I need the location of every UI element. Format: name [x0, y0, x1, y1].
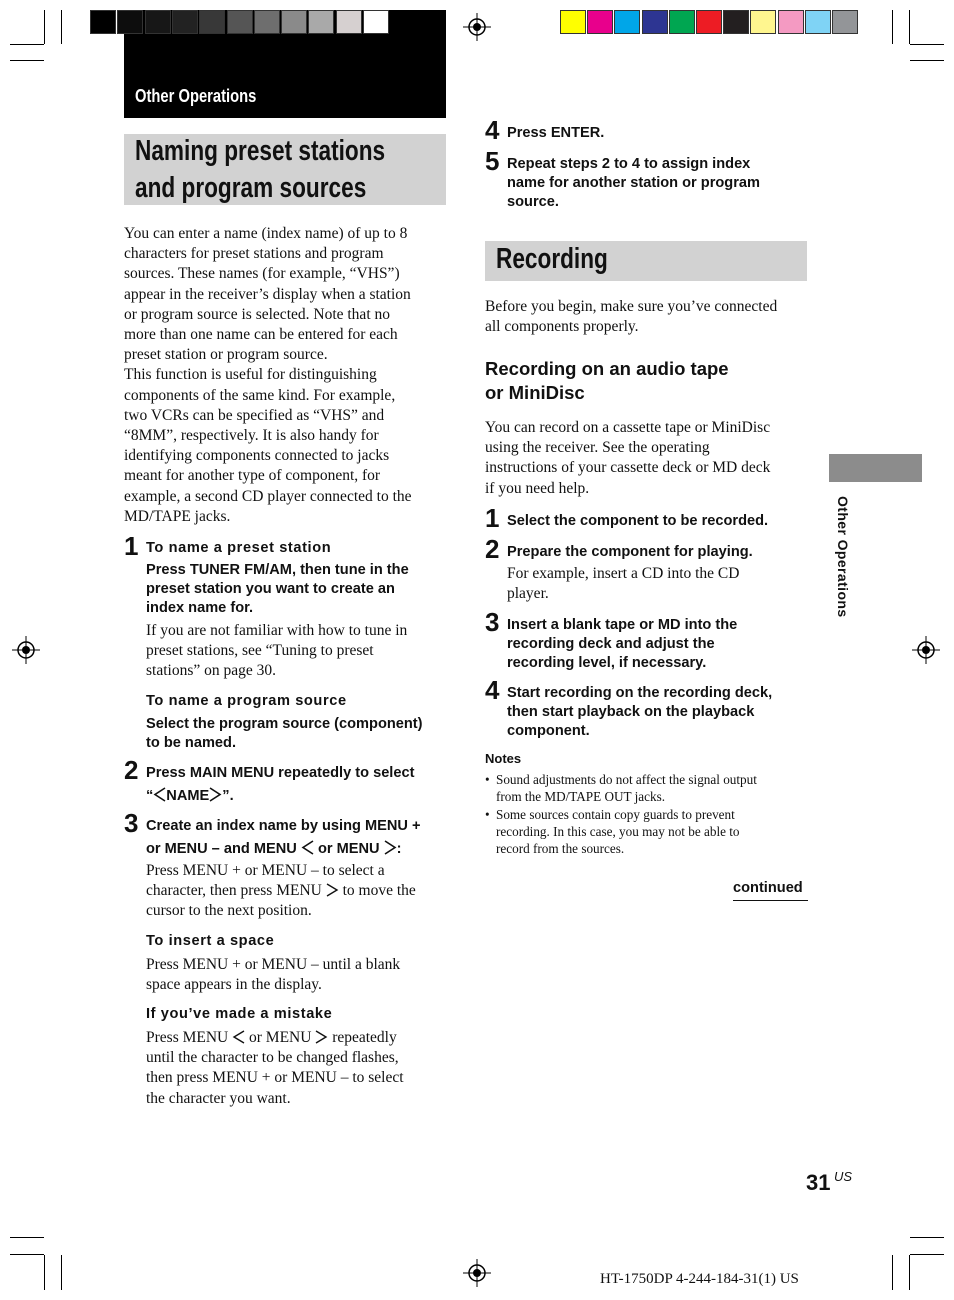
step-body: Press MENU + or MENU – to select a character, then press MENU to move the cursor to the next position.: [146, 862, 416, 920]
registration-mark-icon: [463, 1259, 491, 1287]
registration-mark-icon: [912, 636, 940, 664]
note-item: • Sound adjustments do not affect the signal output from the MD/TAPE OUT jacks. • Some sources contain copy guards to prevent recording. In this case, you may not be able to record from the sources.: [485, 772, 757, 856]
step-instruction: Start recording on the recording deck, then start playback on the playback component.: [507, 685, 773, 739]
gray-swatch: [145, 10, 171, 34]
step-instruction: Create an index name by using MENU + or MENU – and MENU or MENU :: [146, 818, 421, 857]
crop-mark: [892, 10, 893, 44]
continued-label: continued: [733, 880, 803, 896]
crop-mark: [892, 1255, 893, 1290]
crop-mark: [910, 1237, 944, 1238]
color-swatch: [778, 10, 804, 34]
notes-heading: Notes: [485, 751, 522, 766]
color-swatch: [587, 10, 613, 34]
step-number: 3: [124, 808, 139, 838]
footer-code: HT-1750DP 4-244-184-31(1) US: [600, 1271, 799, 1287]
crop-mark: [909, 1255, 910, 1290]
subheading-program-source: To name a program source: [146, 693, 347, 709]
gray-swatch: [254, 10, 280, 34]
subheading-preset: To name a preset station: [146, 540, 332, 556]
gray-swatch: [363, 10, 389, 34]
step-body: For example, insert a CD into the CD player.: [507, 565, 740, 603]
subsection-title: Recording on an audio tape or MiniDisc: [485, 358, 729, 403]
naming-intro: You can enter a name (index name) of up to 8 characters for preset stations and program sources. These names (for example, “VHS”) appear in the receiver’s display when a station or program source is selected. Note that no more than one name can be entered for each preset station or program source. This function is useful for distinguishing components of the same kind. For example, two VCRs can be specified as “VHS” and “8MM”, respectively. It is also handy for identifying components connected to jacks meant for another type of component, for example, a second CD player connected to the MD/TAPE jacks.: [124, 225, 412, 525]
step-number: 3: [485, 607, 500, 637]
chevron-right-icon: [326, 883, 339, 897]
bullet: •: [485, 772, 490, 787]
chevron-left-icon: [153, 787, 166, 802]
step-number: 2: [485, 534, 500, 564]
step-body: If you are not familiar with how to tune in preset stations, see “Tuning to preset stations” on page 30.: [146, 622, 408, 680]
chevron-right-icon: [209, 787, 222, 802]
step-number: 2: [124, 755, 139, 785]
page-region-suffix: US: [834, 1169, 853, 1184]
crop-mark: [909, 10, 910, 44]
side-section-label: Other Operations: [835, 496, 851, 618]
step-number: 1: [124, 531, 139, 561]
gray-swatch: [199, 10, 225, 34]
step-instruction: Insert a blank tape or MD into the recording deck and adjust the recording level, if necessary.: [507, 617, 738, 671]
crop-mark: [10, 1254, 44, 1255]
chevron-left-icon: [301, 840, 314, 855]
step-number: 5: [485, 146, 500, 176]
gray-swatch: [117, 10, 143, 34]
gray-swatch: [90, 10, 116, 34]
gray-swatch: [281, 10, 307, 34]
chevron-right-icon: [384, 840, 397, 855]
recording-intro: Before you begin, make sure you’ve connected all components properly.: [485, 298, 778, 336]
crop-mark: [44, 10, 45, 44]
crop-mark: [61, 10, 62, 44]
chevron-left-icon: [232, 1030, 245, 1044]
recording-title: Recording: [496, 243, 608, 275]
bullet: •: [485, 807, 490, 822]
step-instruction: Select the component to be recorded.: [507, 513, 769, 529]
crop-mark: [910, 44, 944, 45]
gray-swatch: [308, 10, 334, 34]
crop-mark: [910, 60, 944, 61]
step-instruction: Press TUNER FM/AM, then tune in the preset station you want to create an index name for.: [146, 562, 409, 616]
registration-mark-icon: [12, 636, 40, 664]
side-tab: [829, 454, 922, 482]
step-number: 1: [485, 503, 500, 533]
color-swatch: [614, 10, 640, 34]
crop-mark: [61, 1255, 62, 1290]
crop-mark: [910, 1254, 944, 1255]
crop-mark: [10, 44, 44, 45]
step-number: 4: [485, 675, 500, 705]
color-swatch: [696, 10, 722, 34]
subheading-mistake: If you’ve made a mistake: [146, 1006, 333, 1022]
color-swatch: [642, 10, 668, 34]
crop-mark: [10, 60, 44, 61]
step-body: Press MENU + or MENU – until a blank space appears in the display.: [146, 956, 401, 994]
crop-mark: [44, 1255, 45, 1290]
subheading-insert-space: To insert a space: [146, 933, 275, 949]
color-swatch: [669, 10, 695, 34]
step-instruction: Repeat steps 2 to 4 to assign index name for another station or program source.: [507, 156, 760, 210]
color-swatch: [560, 10, 586, 34]
color-swatch: [832, 10, 858, 34]
naming-title: Naming preset stations: [135, 135, 386, 167]
color-swatch: [805, 10, 831, 34]
step-number: 4: [485, 115, 500, 145]
color-swatch: [723, 10, 749, 34]
gray-swatch: [172, 10, 198, 34]
chevron-right-icon: [315, 1030, 328, 1044]
gray-swatch: [336, 10, 362, 34]
step-body: Press MENU or MENU repeatedly until the character to be changed flashes, then press MENU + or MENU – to select the character you want.: [146, 1029, 404, 1107]
step-instruction: Select the program source (component) to be named.: [146, 716, 423, 751]
registration-mark-icon: [463, 13, 491, 41]
section-label: Other Operations: [135, 86, 257, 106]
naming-title: and program sources: [135, 172, 367, 204]
continued-underline: [733, 900, 808, 901]
audio-intro: You can record on a cassette tape or MiniDisc using the receiver. See the operating instructions of your cassette deck or MD deck if you need help.: [485, 419, 771, 497]
crop-mark: [10, 1237, 44, 1238]
step-instruction: Prepare the component for playing.: [507, 544, 753, 560]
page-number: 31: [806, 1170, 831, 1195]
color-swatch: [750, 10, 776, 34]
step-instruction: Press MAIN MENU repeatedly to select “ NAME ”.: [146, 765, 415, 804]
gray-swatch: [227, 10, 253, 34]
step-instruction: Press ENTER.: [507, 125, 605, 141]
